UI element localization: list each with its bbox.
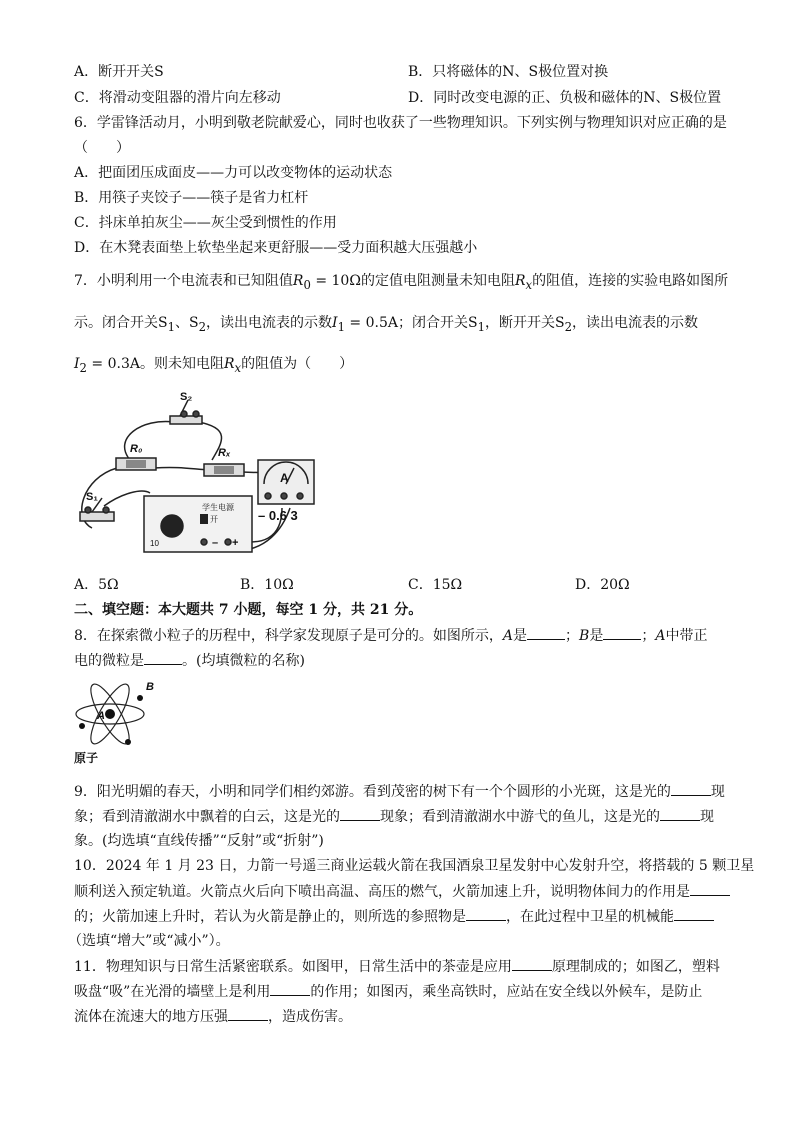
psu-plus: + (232, 537, 239, 549)
q7-option-b: B．10Ω (240, 577, 294, 593)
psu-dial-label: 10 (150, 539, 159, 548)
q6-option-a: A．把面团压成面皮——力可以改变物体的运动状态 (74, 165, 393, 181)
nucleus (105, 709, 115, 719)
psu-minus: – (212, 537, 219, 549)
q7-option-c: C．15Ω (408, 577, 463, 593)
q11-blank-3[interactable] (228, 1006, 268, 1021)
q10-line-4: （选填“增大”或“减小”）。 (68, 933, 230, 949)
wire (104, 491, 150, 506)
electron (125, 739, 131, 745)
label-a: A (97, 710, 105, 722)
q10-blank-3[interactable] (674, 906, 714, 921)
q9-blank-3[interactable] (660, 806, 700, 821)
atom-diagram (72, 676, 158, 748)
q8-line-1: 8．在探索微小粒子的历程中，科学家发现原子是可分的。如图所示，A是 ；B是 ；A中带正 (74, 625, 707, 646)
q10-blank-2[interactable] (466, 906, 506, 921)
q9-line-3: 象。(均选填“直线传播”“反射”或“折射”) (74, 833, 324, 849)
q11-line-1: 11．物理知识与日常生活紧密联系。如图甲，日常生活中的茶壶是应用 原理制成的；如图乙，塑料 (74, 956, 720, 977)
resistor-rx (204, 464, 244, 476)
q5-option-d: D．同时改变电源的正、负极和磁体的N、S极位置 (408, 90, 722, 106)
circuit-diagram (72, 388, 324, 568)
atom-caption: 原子 (74, 751, 99, 765)
q9-blank-2[interactable] (340, 806, 380, 821)
q10-line-1: 10．2024 年 1 月 23 日，力箭一号遥三商业运载火箭在我国酒泉卫星发射中心发射升空，将搭载的 5 颗卫星 (74, 858, 755, 874)
q6-option-c: C．抖床单拍灰尘——灰尘受到惯性的作用 (74, 215, 337, 231)
q10-blank-1[interactable] (690, 881, 730, 896)
ammeter-scale: – 0.6 3 (258, 508, 298, 523)
q10-line-2: 顺利送入预定轨道。火箭点火后向下喷出高温、高压的燃气，火箭加速上升，说明物体间力的作用是 (74, 881, 730, 902)
q5-option-c: C．将滑动变阻器的滑片向左移动 (74, 90, 281, 106)
q9-line-2: 象；看到清澈湖水中飘着的白云，这是光的 现象；看到清澈湖水中游弋的鱼儿，这是光的 现 (74, 806, 714, 827)
q9-blank-1[interactable] (671, 781, 711, 796)
label-b: B (146, 681, 154, 693)
q11-blank-2[interactable] (270, 981, 310, 996)
section-heading: 二、填空题：本大题共 7 小题，每空 1 分，共 21 分。 (74, 602, 423, 618)
q6-bracket: （ ） (74, 140, 130, 156)
label-rx: Rₓ (218, 447, 231, 459)
q6-option-d: D．在木凳表面垫上软垫坐起来更舒服——受力面积越大压强越小 (74, 240, 478, 256)
psu-title: 学生电源 (202, 503, 234, 512)
q6-stem: 6．学雷锋活动月，小明到敬老院献爱心，同时也收获了一些物理知识。下列实例与物理知识对应正确的是 (74, 115, 727, 131)
q11-line-2: 吸盘“吸”在光滑的墙壁上是利用 的作用；如图丙，乘坐高铁时，应站在安全线以外候车，是防止 (74, 981, 702, 1002)
label-ammeter: A (280, 471, 289, 485)
q5-option-b: B．只将磁体的N、S极位置对换 (408, 64, 609, 80)
q9-line-1: 9．阳光明媚的春天，小明和同学们相约郊游。看到茂密的树下有一个个圆形的小光斑，这是光的 现 (74, 781, 725, 802)
electron (79, 723, 85, 729)
q7-option-d: D．20Ω (575, 577, 630, 593)
q7-option-a: A．5Ω (74, 577, 119, 593)
q8-line-2: 电的微粒是 。(均填微粒的名称) (74, 650, 305, 671)
q7-line-2: 示。闭合开关$S_1$、$S_2$，读出电流表的示数$I_1 = 0.5A$；闭合开关$S_1$，断开开关$S_2$，读出电流表的示数 (74, 315, 699, 334)
q6-option-b: B．用筷子夹饺子——筷子是省力杠杆 (74, 190, 309, 206)
electron (137, 695, 143, 701)
label-s1: S₁ (86, 491, 98, 503)
label-s2: S₂ (180, 391, 193, 403)
q8-blank-1[interactable] (527, 625, 565, 640)
label-r0: R₀ (130, 443, 143, 455)
q10-line-3: 的；火箭加速上升时，若认为火箭是静止的，则所选的参照物是 ，在此过程中卫星的机械能 (74, 906, 714, 927)
q8-blank-3[interactable] (144, 650, 182, 665)
switch-s2 (170, 400, 202, 424)
q11-blank-1[interactable] (512, 956, 552, 971)
q7-line-1: 7．小明利用一个电流表和已知阻值$R_0 = 10\Omega$的定值电阻测量未知电阻$R_x$的阻值，连接的实验电路如图所 (74, 273, 729, 292)
q8-blank-2[interactable] (603, 625, 641, 640)
resistor-r0 (116, 458, 156, 470)
q11-line-3: 流体在流速大的地方压强 ，造成伤害。 (74, 1006, 352, 1027)
q7-line-3: $I_2 = 0.3A$。则未知电阻$R_x$的阻值为（ ） (74, 356, 354, 375)
q5-option-a: A．断开开关S (74, 64, 164, 80)
psu-on-label: 开 (210, 515, 218, 524)
